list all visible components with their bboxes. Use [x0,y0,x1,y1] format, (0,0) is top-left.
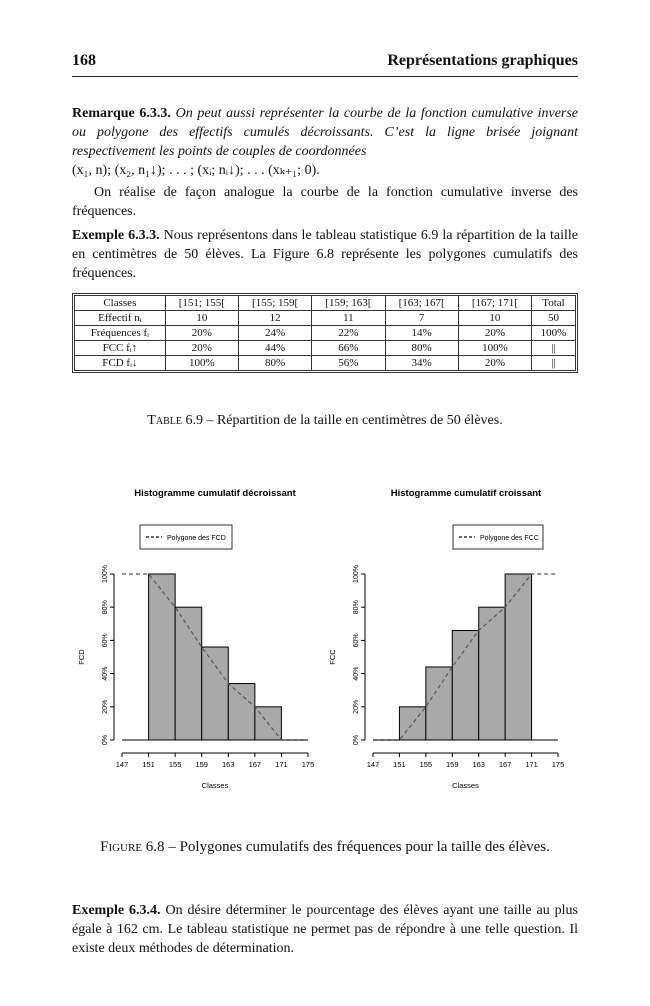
chart-increasing [328,488,564,790]
table-cell: 20% [165,341,238,356]
chart-title: Histogramme cumulatif décroissant [134,488,296,499]
table-cell: 56% [312,356,385,371]
table-cell: 11 [312,311,385,326]
table-header-cell: [163; 167[ [385,296,458,311]
table-cell: 10 [458,311,531,326]
legend-label: Polygone des FCD [167,535,226,542]
cumulative-histograms-figure [0,470,650,810]
y-tick-label: 100% [102,565,109,583]
x-tick-label: 175 [551,760,565,769]
table-cell: || [532,341,576,356]
x-tick-label: 175 [301,760,315,769]
x-tick-label: 159 [446,760,459,769]
exemple-333-label: Exemple 6.3.3. [72,228,160,243]
table-cell: 10 [165,311,238,326]
x-tick-label: 151 [393,760,406,769]
chart-title: Histogramme cumulatif croissant [390,488,542,499]
x-tick-label: 171 [275,760,288,769]
table-cell: FCC fᵢ↑ [75,341,166,356]
remarque-paragraph [72,104,578,180]
table-cell: FCD fᵢ↓ [75,356,166,371]
table-header-cell: [151; 155[ [165,296,238,311]
x-tick-label: 155 [168,760,182,769]
figure-caption-label: Figure 6.8 [100,839,165,855]
y-axis-label: FCD [77,649,86,665]
y-tick-label: 60% [353,633,360,648]
table-row [75,341,576,356]
remarque-text: On peut aussi représenter la courbe de la fonction cumulative inverse ou polygone des effectifs cumulés décroissants. C’est la ligne brisée joignant respectivement les points de couples de coordonnées [72,106,579,159]
y-tick-label: 20% [102,699,109,714]
histogram-bar [479,607,505,740]
table-header-cell: [159; 163[ [312,296,385,311]
table-header-cell: Classes [75,296,166,311]
table-caption-text: – Répartition de la taille en centimètres de 50 élèves. [202,413,503,428]
table-cell: 20% [165,326,238,341]
exemple-333-paragraph [72,226,578,283]
x-tick-label: 147 [115,760,129,769]
table-cell: 12 [238,311,311,326]
x-tick-label: 171 [525,760,538,769]
table-cell: || [532,356,576,371]
histogram-bar [228,684,255,740]
chapter-title: Représentations graphiques [387,52,578,69]
y-tick-label: 40% [102,666,109,681]
table-cell: 44% [238,341,311,356]
exemple-334-label: Exemple 6.3.4. [72,903,161,918]
y-tick-label: 0% [353,734,360,746]
x-tick-label: 159 [195,760,208,769]
y-tick-label: 20% [353,699,360,714]
table-cell: 80% [385,341,458,356]
table-cell: 34% [385,356,458,371]
table-row [75,311,576,326]
x-tick-label: 167 [248,760,262,769]
exemple-334-paragraph [72,901,578,958]
remarque-formula: (x₁, n); (x₂, n₁↓); . . . ; (xᵢ; nᵢ↓); . . . (xₖ₊₁; 0). [72,163,320,178]
x-tick-label: 163 [222,760,235,769]
histogram-bar [505,574,531,740]
chart-decreasing [77,488,314,790]
y-tick-label: 60% [102,633,109,648]
table-header-cell: [167; 171[ [458,296,531,311]
y-tick-label: 0% [102,734,109,746]
page-number: 168 [72,52,96,69]
figure-caption [60,839,590,856]
table-cell: Effectif nᵢ [75,311,166,326]
x-tick-label: 155 [419,760,433,769]
table-caption [72,413,578,429]
statistics-table [74,295,576,371]
table-cell: 7 [385,311,458,326]
histogram-bar [399,707,425,740]
table-cell: 50 [532,311,576,326]
x-axis-label: Classes [452,781,479,790]
table-cell: 66% [312,341,385,356]
table-cell: 22% [312,326,385,341]
table-cell: 100% [532,326,576,341]
histogram-bar [452,630,478,740]
remarque-label: Remarque 6.3.3. [72,106,171,121]
y-tick-label: 80% [353,600,360,615]
legend-label: Polygone des FCC [480,535,539,542]
figure-caption-text: – Polygones cumulatifs des fréquences pour la taille des élèves. [164,839,550,855]
inverse-paragraph: On réalise de façon analogue la courbe de la fonction cumulative inverse des fréquences. [72,185,578,219]
y-tick-label: 80% [102,600,109,615]
table-cell: 100% [458,341,531,356]
histogram-bar [426,667,452,740]
table-cell: 80% [238,356,311,371]
table-cell: 20% [458,326,531,341]
table-cell: 24% [238,326,311,341]
y-tick-label: 100% [353,565,360,583]
page-header [72,52,578,77]
table-cell: 14% [385,326,458,341]
x-tick-label: 147 [366,760,380,769]
x-tick-label: 167 [498,760,512,769]
y-tick-label: 40% [353,666,360,681]
y-axis-label: FCC [328,649,337,665]
table-header-cell: [155; 159[ [238,296,311,311]
table-cell: Fréquences fᵢ [75,326,166,341]
histogram-bar [202,647,229,740]
table-cell: 20% [458,356,531,371]
exemple-334-text: On désire déterminer le pourcentage des élèves ayant une taille au plus égale à 162 cm. Le tableau statistique ne permet pas de répondre à une telle question. Il existe deux méthodes de détermination. [72,903,578,956]
table-caption-label: Table 6.9 [147,413,203,428]
table-row [75,356,576,371]
table-header-row [75,296,576,311]
table-cell: 100% [165,356,238,371]
table-header-cell: Total [532,296,576,311]
x-tick-label: 151 [142,760,155,769]
table-row [75,326,576,341]
x-axis-label: Classes [201,781,229,790]
x-tick-label: 163 [472,760,485,769]
exemple-333-text: Nous représentons dans le tableau statistique 6.9 la répartition de la taille en centimètres de 50 élèves. La Figure 6.8 représente les polygones cumulatifs des fréquences. [72,228,579,281]
histogram-bar [149,574,176,740]
